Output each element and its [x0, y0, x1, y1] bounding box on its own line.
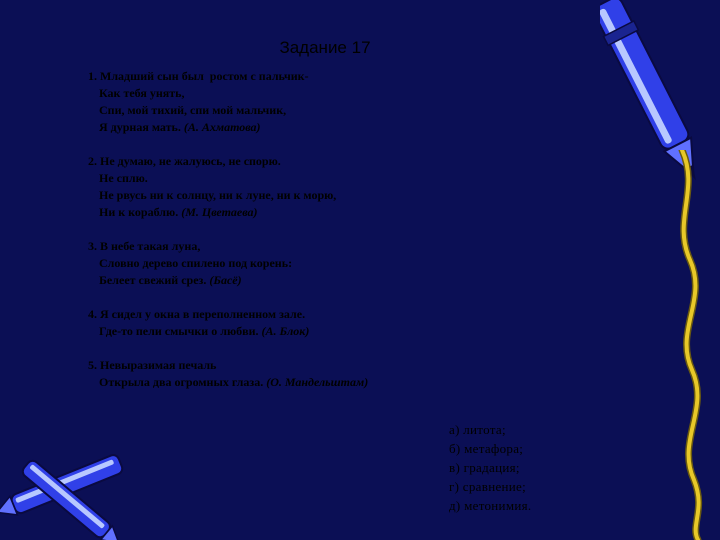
answer-option-d: г) сравнение;: [449, 479, 527, 494]
task-line-text: Я дурная мать.: [99, 120, 181, 134]
task-line: Спи, мой тихий, спи мой мальчик,: [99, 103, 287, 117]
task-line-text: Белеет свежий срез.: [99, 273, 207, 287]
crossed-pens-icon: [0, 425, 140, 540]
task-line: 4. Я сидел у окна в переполненном зале.: [88, 307, 306, 321]
task-line-text: Ни к кораблю.: [99, 205, 179, 219]
answer-option-e: д) метонимия.: [449, 498, 532, 513]
task-line: Как тебя унять,: [99, 86, 185, 100]
task-author: (М. Цветаева): [178, 205, 258, 219]
task-line: Не сплю.: [99, 171, 148, 185]
task-3: [88, 238, 448, 289]
task-line-last: [88, 323, 448, 340]
task-5: [88, 357, 448, 391]
tasks-list: [88, 68, 448, 408]
answer-option-a: а) литота;: [449, 422, 506, 437]
answer-options: [449, 420, 531, 515]
task-line-last: [88, 272, 448, 289]
task-line-last: [88, 204, 448, 221]
task-4: [88, 306, 448, 340]
task-line-text: Где-то пели смычки о любви.: [99, 324, 259, 338]
task-1: [88, 68, 448, 136]
task-author: (Басё): [206, 273, 242, 287]
ribbon-icon: [660, 150, 720, 540]
task-line: Не рвусь ни к солнцу, ни к луне, ни к морю,: [99, 188, 337, 202]
task-line: Словно дерево спилено под корень:: [99, 256, 293, 270]
task-line: 3. В небе такая луна,: [88, 239, 201, 253]
page-title: Задание 17: [279, 38, 371, 57]
task-line-text: Открыла два огромных глаза.: [99, 375, 264, 389]
task-line: 5. Невыразимая печаль: [88, 358, 217, 372]
task-author: (О. Мандельштам): [263, 375, 369, 389]
answer-option-b: б) метафора;: [449, 441, 524, 456]
task-line: 1. Младший сын был ростом с пальчик-: [88, 69, 309, 83]
task-line-last: [88, 119, 448, 136]
task-author: (А. Блок): [258, 324, 310, 338]
answer-option-c: в) градация;: [449, 460, 520, 475]
task-author: (А. Ахматова): [180, 120, 261, 134]
task-line-last: [88, 374, 448, 391]
task-2: [88, 153, 448, 221]
task-line: 2. Не думаю, не жалуюсь, не спорю.: [88, 154, 281, 168]
